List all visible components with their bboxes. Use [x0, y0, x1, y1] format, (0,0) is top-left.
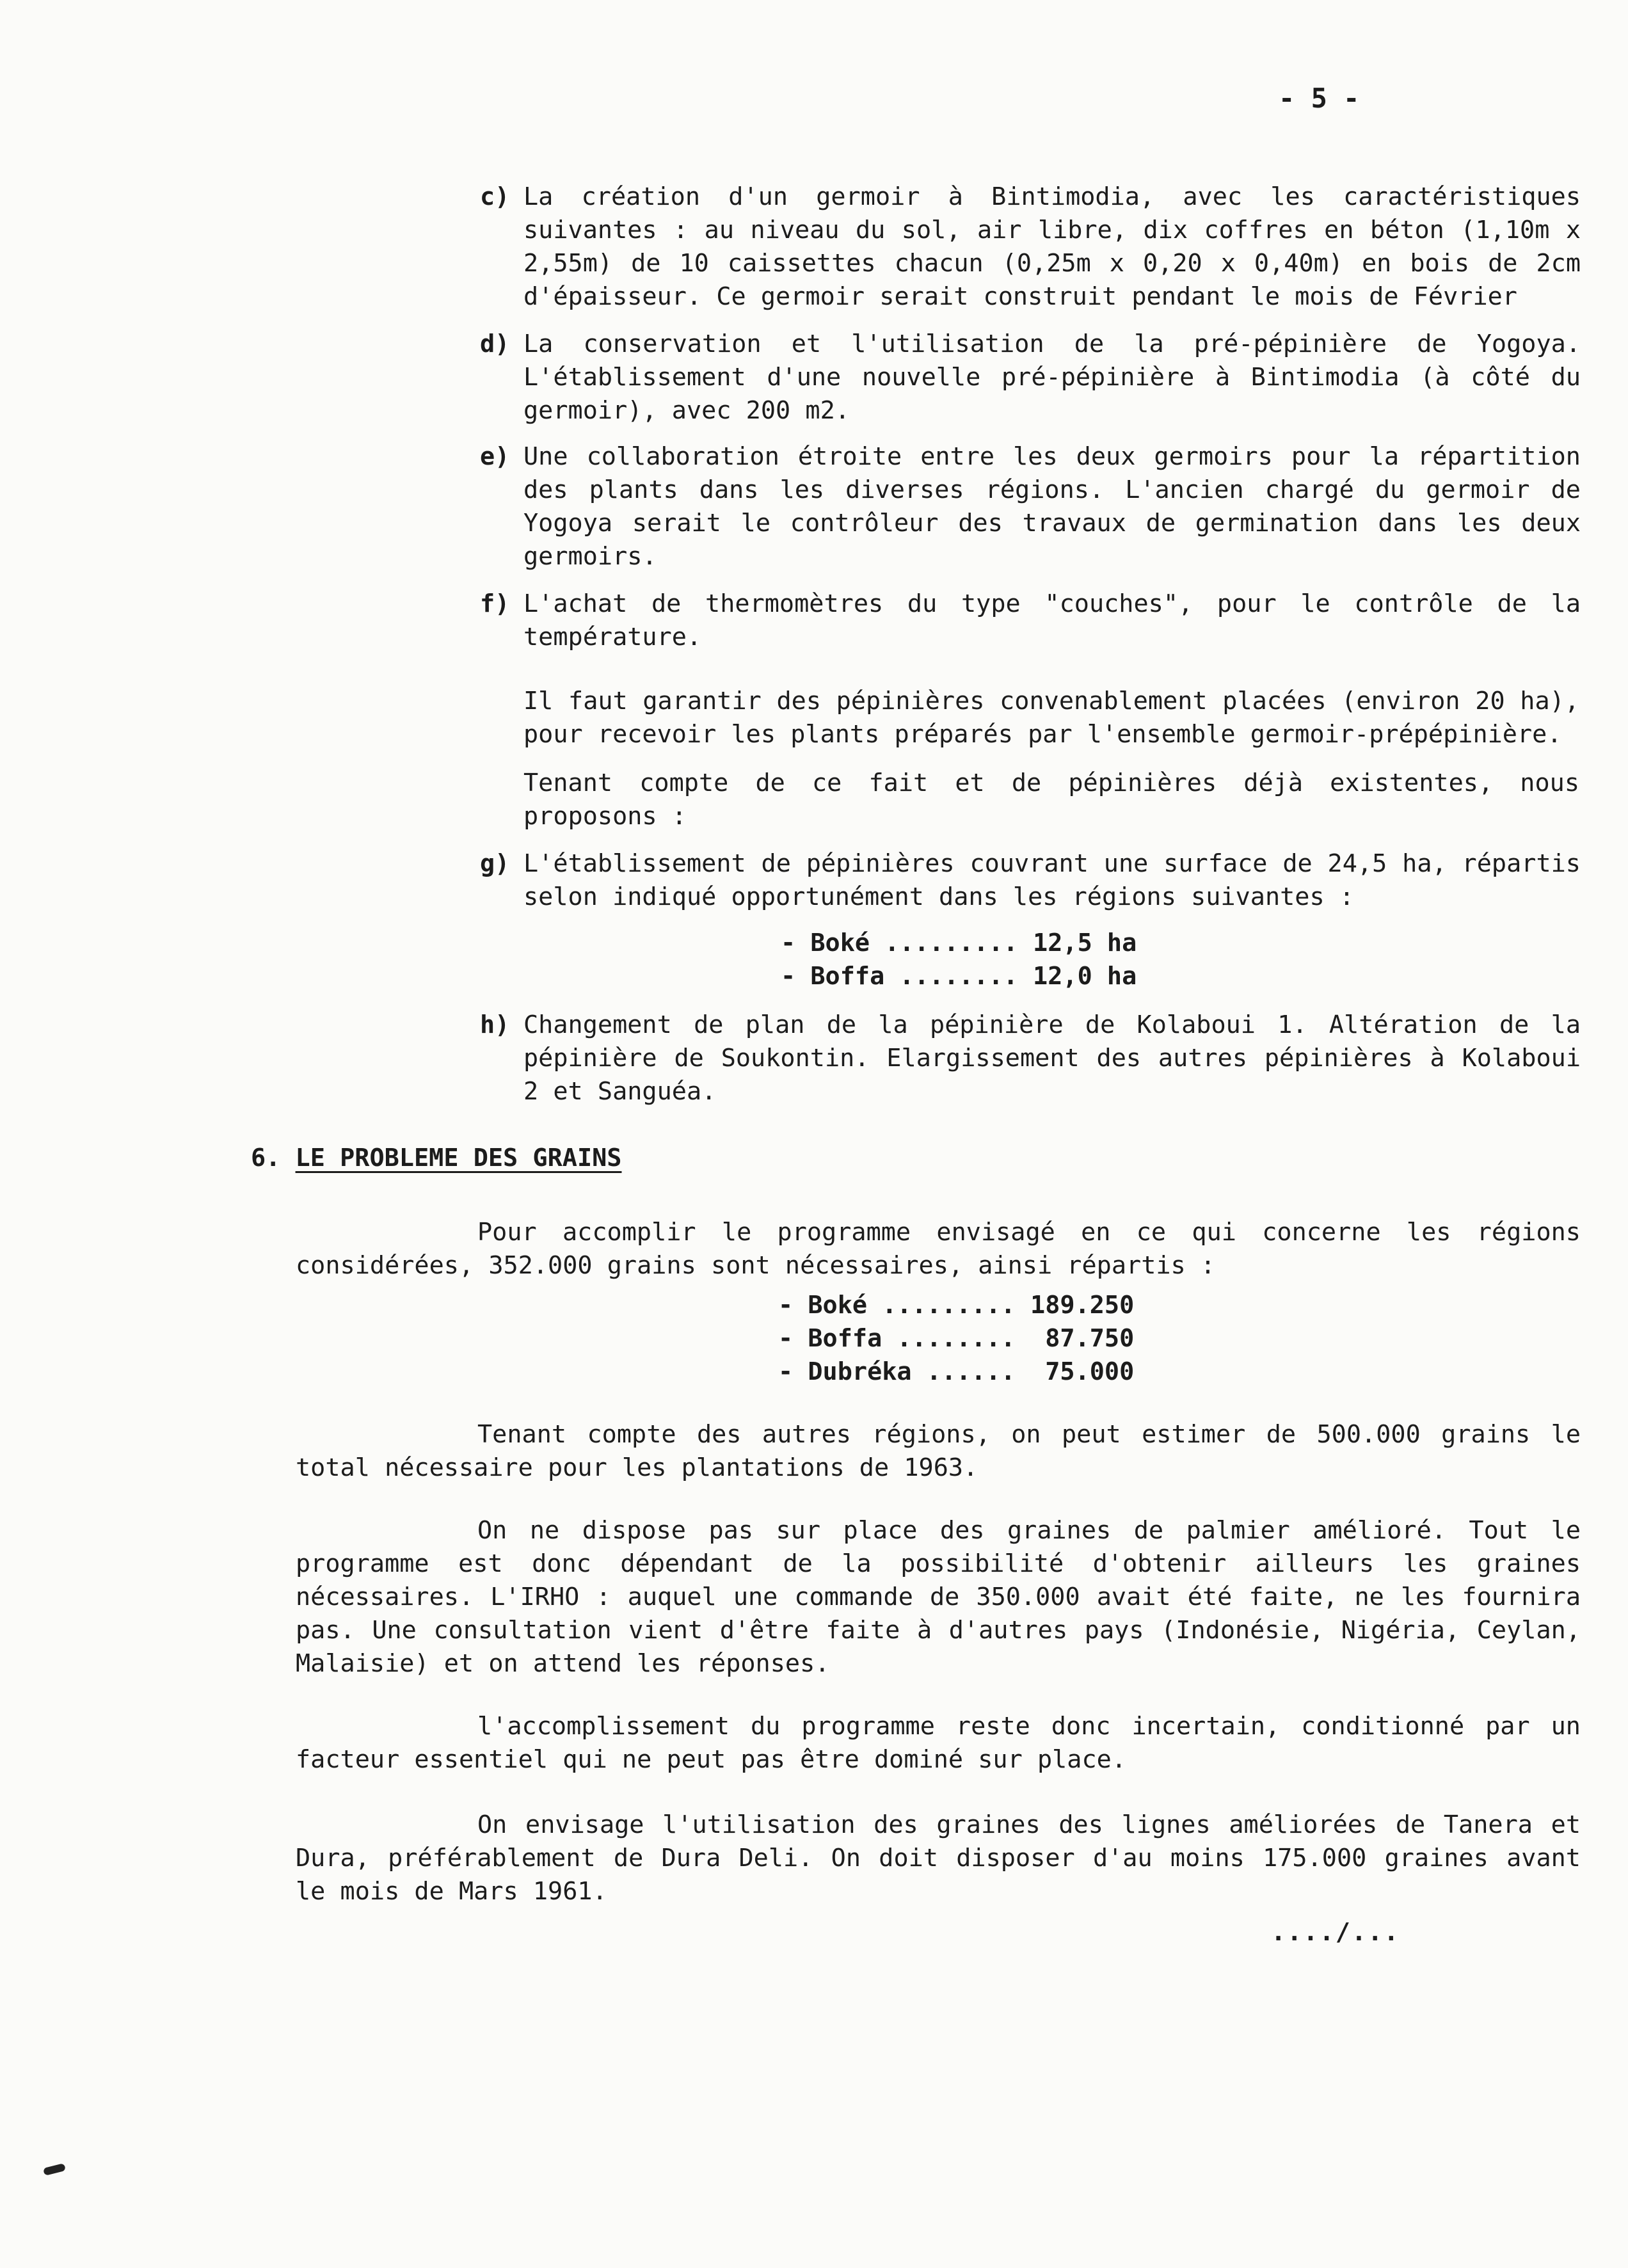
continuation-mark: ..../... — [1271, 1918, 1400, 1947]
item-text: L'achat de thermomètres du type "couches", pour le contrôle de la température. — [523, 589, 1581, 651]
item-text: L'établissement de pépinières couvrant une surface de 24,5 ha, répartis selon indiqué opportunément dans les régions suivantes : — [523, 849, 1581, 911]
item-label: f) — [480, 589, 510, 618]
item-text: La conservation et l'utilisation de la pré-pépinière de Yogoya. L'établissement d'une nouvelle pré-pépinière à Bintimodia (à côté du germoir), avec 200 m2. — [523, 330, 1581, 425]
section-heading — [251, 1142, 621, 1175]
list-item-d — [480, 328, 1581, 427]
item-label: g) — [480, 849, 510, 878]
paragraph-proposons: Tenant compte de ce fait et de pépinières déjà existentes, nous proposons : — [523, 769, 1579, 831]
ink-mark — [43, 2163, 66, 2176]
paragraph-lignes: On envisage l'utilisation des graines des lignes améliorées de Tanera et Dura, préférablement de Dura Deli. On doit disposer d'au moins 175.000 graines avant le mois de Mars 1961. — [296, 1810, 1581, 1906]
item-text: La création d'un germoir à Bintimodia, avec les caractéristiques suivantes : au niveau du sol, air libre, dix coffres en béton (1,10m x 2,55m) de 10 caissettes chacun (0,25m x 0,20 x 0,40m) en bois de 2cm d'épaisseur. Ce germoir serait construit pendant le mois de Février — [523, 182, 1581, 311]
list-item-c — [480, 180, 1581, 314]
item-label: c) — [480, 182, 510, 211]
item-label: e) — [480, 442, 510, 471]
list-row-boffa: - Boffa ........ 12,0 ha — [781, 962, 1137, 991]
paragraph-graines: On ne dispose pas sur place des graines de palmier amélioré. Tout le programme est donc dépendant de la possibilité d'obtenir ailleurs les graines nécessaires. L'IRHO : auquel une commande de 350.000 avait été faite, ne les fournira pas. Une consultation vient d'être faite à d'autres pays (Indonésie, Nigéria, Ceylan, Malaisie) et on attend les réponses. — [296, 1516, 1581, 1678]
section-title: LE PROBLEME DES GRAINS — [295, 1144, 622, 1172]
list-row-boke: - Boké ......... 189.250 — [778, 1291, 1135, 1320]
paragraph-total: Tenant compte des autres régions, on peut estimer de 500.000 grains le total nécessaire pour les plantations de 1963. — [296, 1420, 1581, 1482]
item-label: d) — [480, 330, 510, 358]
grains-list — [778, 1289, 1134, 1389]
list-row-boke: - Boké ......... 12,5 ha — [781, 929, 1137, 957]
item-text: Une collaboration étroite entre les deux germoirs pour la répartition des plants dans les diverses régions. L'ancien chargé du germoir de Yogoya serait le contrôleur des travaux de germination dans les deux germoirs. — [523, 442, 1581, 571]
list-item-f — [480, 587, 1581, 654]
list-item-h — [480, 1009, 1581, 1108]
section-number: 6. — [251, 1144, 281, 1172]
list-item-e — [480, 440, 1581, 573]
page-number: - 5 - — [1279, 83, 1360, 114]
surface-list — [781, 927, 1137, 993]
item-label: h) — [480, 1010, 510, 1039]
list-item-g — [480, 847, 1581, 914]
paragraph-accomplissement: l'accomplissement du programme reste donc incertain, conditionné par un facteur essentiel qui ne peut pas être dominé sur place. — [296, 1712, 1581, 1774]
paragraph-programme: Pour accomplir le programme envisagé en ce qui concerne les régions considérées, 352.000 grains sont nécessaires, ainsi répartis : — [296, 1218, 1581, 1280]
list-row-dubreka: - Dubréka ...... 75.000 — [778, 1357, 1135, 1386]
item-text: Changement de plan de la pépinière de Kolaboui 1. Altération de la pépinière de Soukontin. Elargissement des autres pépinières à Kolaboui 2 et Sanguéa. — [523, 1010, 1581, 1106]
paragraph-pepinieres: Il faut garantir des pépinières convenablement placées (environ 20 ha), pour recevoir les plants préparés par l'ensemble germoir-prépépinière. — [523, 687, 1579, 749]
list-row-boffa: - Boffa ........ 87.750 — [778, 1324, 1135, 1353]
